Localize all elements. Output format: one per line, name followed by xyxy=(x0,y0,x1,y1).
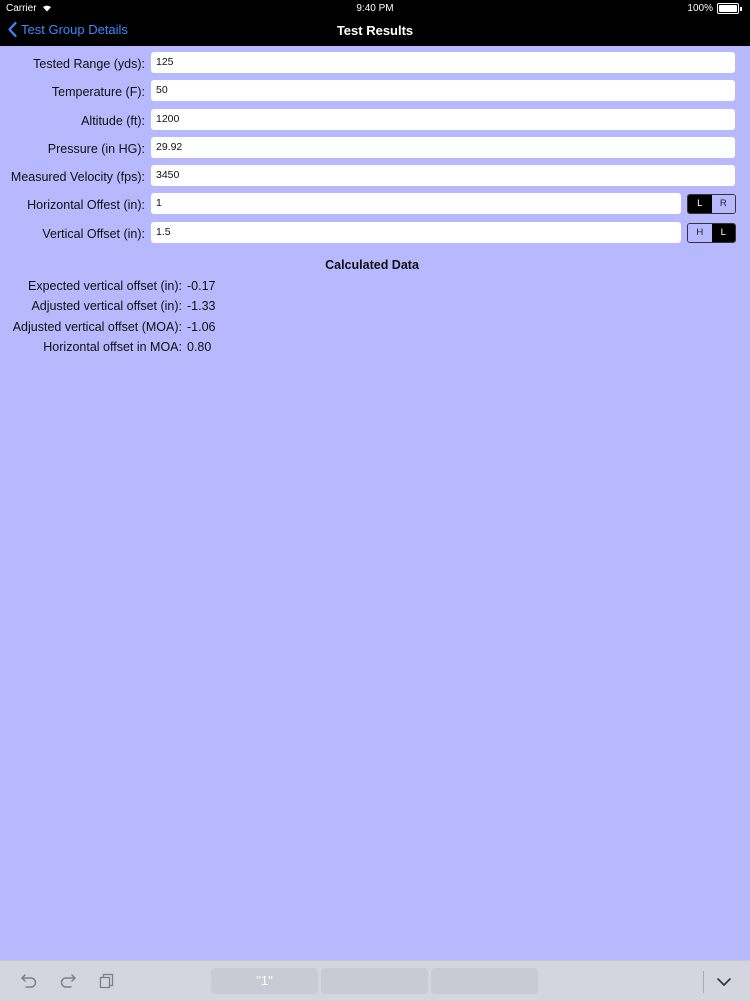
expected-vertical-offset-value: -0.17 xyxy=(187,279,216,293)
page-title: Test Results xyxy=(336,23,414,38)
temperature-label: Temperature (F): xyxy=(51,85,145,100)
pressure-input[interactable]: 29.92 xyxy=(151,137,735,158)
vertical-offset-label: Vertical Offset (in): xyxy=(42,226,145,241)
adjusted-vertical-offset-moa-value: -1.06 xyxy=(187,319,216,334)
vertical-low-option[interactable]: L xyxy=(712,224,736,242)
adjusted-vertical-offset-in-value: -1.33 xyxy=(187,299,216,314)
horizontal-offset-input[interactable]: 1 xyxy=(151,193,681,214)
tested-range-row xyxy=(0,52,750,80)
pressure-label: Pressure (in HG): xyxy=(47,141,145,156)
temperature-input[interactable]: 50 xyxy=(151,80,735,101)
horizontal-left-option[interactable]: L xyxy=(688,195,712,213)
horizontal-right-option[interactable]: R xyxy=(712,195,736,213)
battery-percent: 100% xyxy=(687,3,713,14)
status-time: 9:40 PM xyxy=(356,3,394,14)
measured-velocity-input[interactable]: 3450 xyxy=(151,165,735,186)
pressure-row xyxy=(0,137,750,165)
test-results-form xyxy=(0,52,750,250)
adjusted-vertical-offset-in-label: Adjusted vertical offset (in): xyxy=(31,299,182,314)
suggestion-2[interactable] xyxy=(321,968,428,994)
horizontal-direction-toggle xyxy=(687,194,736,214)
battery-tip-icon xyxy=(740,7,742,11)
expected-vertical-offset-row xyxy=(0,278,750,298)
dismiss-keyboard-icon[interactable] xyxy=(716,977,732,987)
horizontal-offset-moa-label: Horizontal offset in MOA: xyxy=(43,339,182,354)
calculated-data-heading: Calculated Data xyxy=(325,258,419,272)
vertical-direction-toggle xyxy=(687,223,736,243)
keyboard-shortcut-bar xyxy=(0,960,750,1001)
horizontal-offset-moa-value: 0.80 xyxy=(187,339,212,354)
paste-icon[interactable] xyxy=(99,973,115,989)
adjusted-vertical-offset-moa-label: Adjusted vertical offset (MOA): xyxy=(12,319,182,334)
altitude-label: Altitude (ft): xyxy=(81,113,145,128)
adjusted-vertical-offset-in-row xyxy=(0,298,750,318)
altitude-row xyxy=(0,109,750,137)
calculated-data-list xyxy=(0,278,750,359)
vertical-offset-row xyxy=(0,222,750,250)
vertical-offset-input[interactable]: 1.5 xyxy=(151,222,681,243)
vertical-high-option[interactable]: H xyxy=(688,224,712,242)
horizontal-offset-moa-row xyxy=(0,339,750,359)
back-button-label: Test Group Details xyxy=(21,22,128,37)
status-battery xyxy=(687,3,742,14)
navigation-bar xyxy=(0,0,750,46)
measured-velocity-label: Measured Velocity (fps): xyxy=(10,170,145,185)
tested-range-label: Tested Range (yds): xyxy=(33,57,145,71)
expected-vertical-offset-label: Expected vertical offset (in): xyxy=(27,279,182,293)
altitude-input[interactable]: 1200 xyxy=(151,109,735,130)
undo-icon[interactable] xyxy=(20,973,38,989)
redo-icon[interactable] xyxy=(59,973,77,989)
adjusted-vertical-offset-moa-row xyxy=(0,319,750,339)
horizontal-offset-label: Horizontal Offest (in): xyxy=(27,198,145,213)
temperature-row xyxy=(0,80,750,108)
toolbar-divider xyxy=(703,971,704,993)
suggestion-1[interactable]: "1" xyxy=(211,968,318,994)
battery-icon xyxy=(717,3,739,14)
horizontal-offset-row xyxy=(0,193,750,221)
carrier-label: Carrier xyxy=(6,3,37,14)
measured-velocity-row xyxy=(0,165,750,193)
suggestion-3[interactable] xyxy=(431,968,538,994)
tested-range-input[interactable]: 125 xyxy=(151,52,735,73)
